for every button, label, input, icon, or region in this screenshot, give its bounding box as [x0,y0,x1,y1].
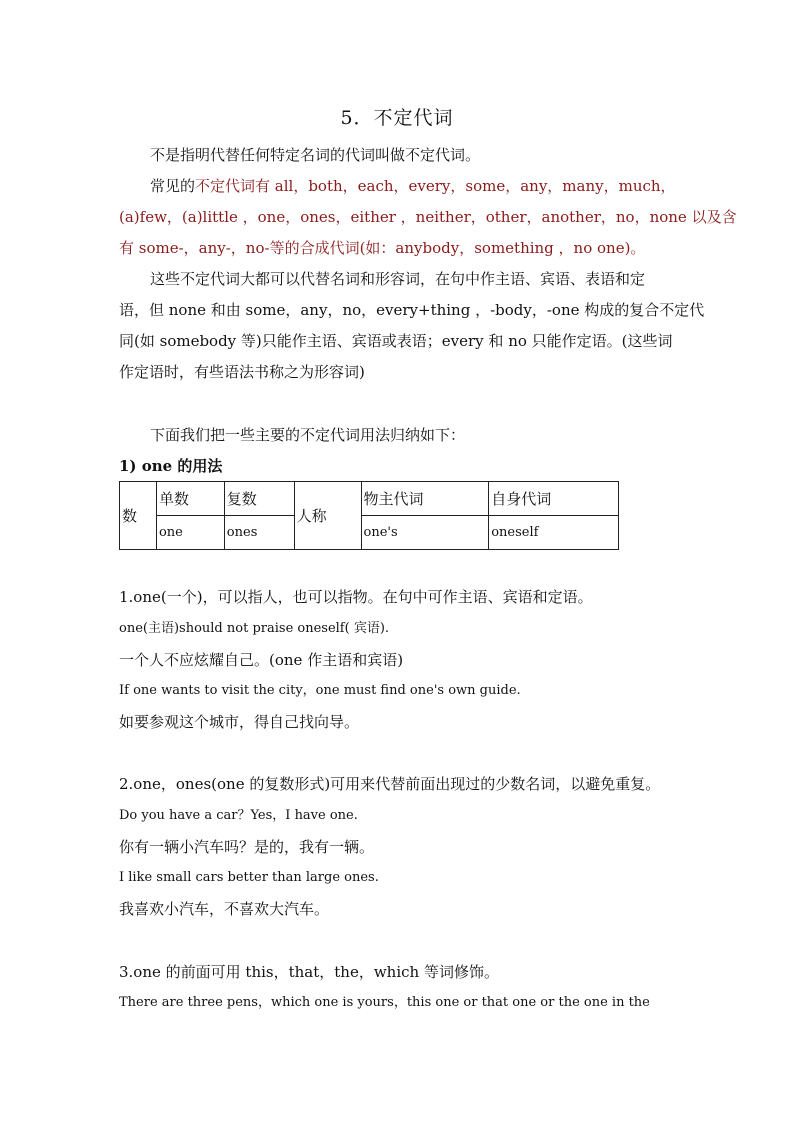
point-3-heading: 3.one 的前面可用 this，that，the，which 等词修饰。 [119,963,499,981]
intro-paragraph-2-line-3: 有 some-，any-，no-等的合成代词(如：anybody，something ，no one)。 [119,239,646,257]
point-1-example-1-translation: 一个人不应炫耀自己。(one 作主语和宾语) [119,651,404,669]
section-heading-one-usage: 1) one 的用法 [119,457,223,475]
table-cell-ones-possessive: one's [361,516,489,550]
one-usage-table [119,481,619,550]
point-2-example-2-translation: 我喜欢小汽车，不喜欢大汽车。 [119,900,330,918]
table-cell-number: 数 [120,482,157,550]
intro-paragraph-3-line-1: 这些不定代词大都可以代替名词和形容词，在句中作主语、宾语、表语和定 [150,270,646,288]
table-cell-possessive: 物主代词 [361,482,489,516]
section-title: 5．不定代词 [340,107,454,129]
table-cell-reflexive: 自身代词 [489,482,619,516]
intro-paragraph-1: 不是指明代替任何特定名词的代词叫做不定代词。 [150,146,481,164]
indefinite-pronoun-list: 不定代词有 all，both，each，every，some，any，many，much， [195,177,676,195]
point-1-example-2-translation: 如要参观这个城市，得自己找向导。 [119,713,360,731]
point-2-example-1-translation: 你有一辆小汽车吗？是的，我有一辆。 [119,838,375,856]
summary-sentence: 下面我们把一些主要的不定代词用法归纳如下： [150,426,466,444]
table-row [120,482,619,516]
point-1-example-2: If one wants to visit the city，one must find one's own guide. [119,683,521,698]
point-1-example-1: one(主语)should not praise oneself( 宾语). [119,621,390,636]
intro-paragraph-2-line-2: (a)few，(a)little ，one，ones，either ，neither，other，another，no，none 以及含 [119,208,737,226]
point-1-heading: 1.one(一个)，可以指人，也可以指物。在句中可作主语、宾语和定语。 [119,588,593,606]
intro-paragraph-2-line-1 [150,176,710,196]
point-2-example-1: Do you have a car？Yes，I have one. [119,808,358,823]
table-row [120,516,619,550]
point-2-heading: 2.one，ones(one 的复数形式)可用来代替前面出现过的少数名词，以避免重复。 [119,775,661,793]
point-2-example-2: I like small cars better than large ones. [119,870,379,885]
table-cell-ones: ones [224,516,294,550]
intro-paragraph-3-line-2: 语，但 none 和由 some，any，no，every+thing ，-body，-one 构成的复合不定代 [119,301,705,319]
table-cell-person: 人称 [294,482,361,550]
intro-paragraph-3-line-3: 同(如 somebody 等)只能作主语、宾语或表语；every 和 no 只能作定语。(这些词 [119,332,673,350]
intro-paragraph-2-prefix: 常见的 [150,177,196,195]
table-cell-oneself: oneself [489,516,619,550]
table-cell-one: one [156,516,224,550]
table-cell-singular: 单数 [156,482,224,516]
table-cell-plural: 复数 [224,482,294,516]
intro-paragraph-3-line-4: 作定语时，有些语法书称之为形容词) [119,363,365,381]
point-3-example-1: There are three pens，which one is yours，this one or that one or the one in the [119,995,650,1010]
